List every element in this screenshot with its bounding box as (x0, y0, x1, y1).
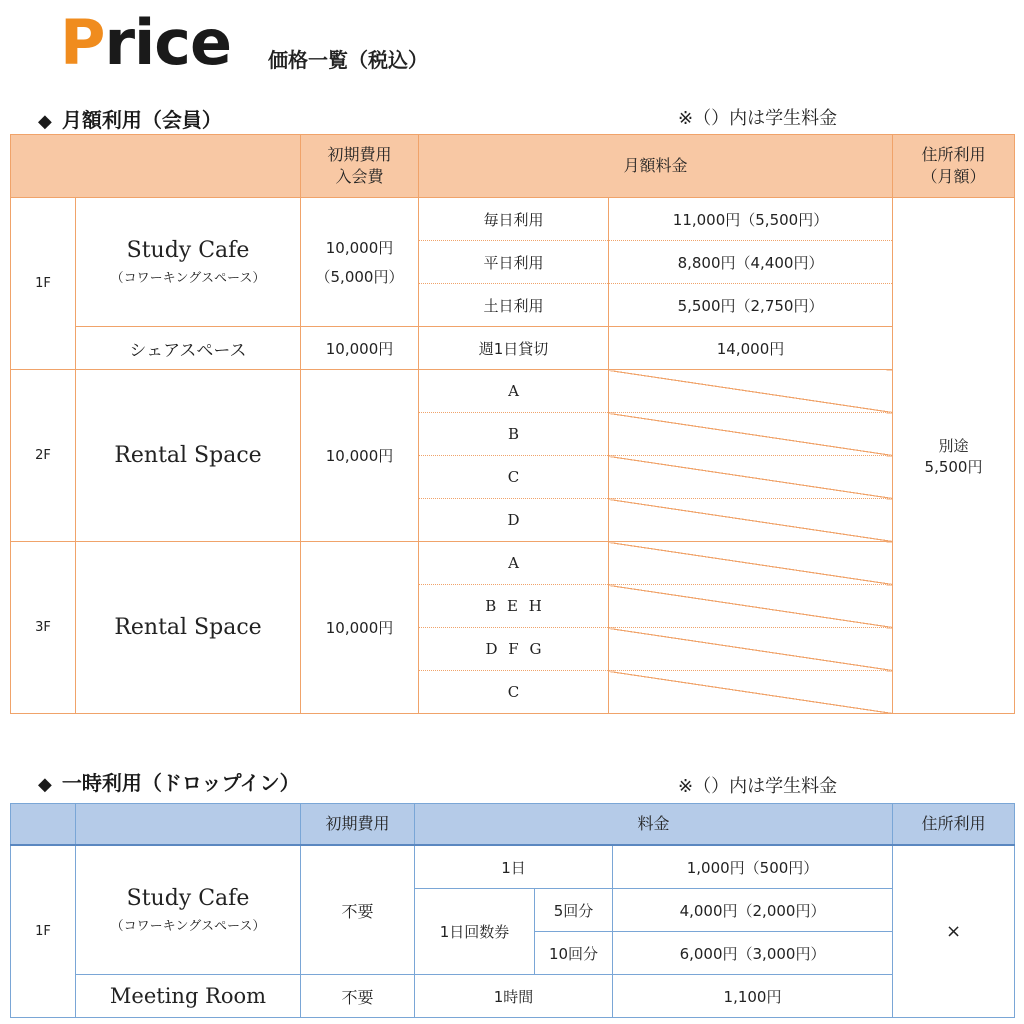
header-address-line2: （月額） (921, 167, 986, 186)
room-price-empty (609, 456, 893, 499)
room-label: D F G (419, 628, 609, 671)
plan-name: 平日利用 (419, 241, 609, 284)
room-label: C (419, 456, 609, 499)
room-price-empty (609, 628, 893, 671)
dropin-note: ※（）内は学生料金 (678, 776, 838, 797)
study-cafe-cell (76, 198, 301, 327)
plan-name: 毎日利用 (419, 198, 609, 241)
table-row (11, 327, 1015, 370)
meeting-room-price: 1,100円 (613, 975, 893, 1018)
header-fee: 料金 (415, 804, 893, 846)
page-subtitle: 価格一覧（税込） (268, 48, 428, 72)
table-header-row (11, 135, 1015, 198)
meeting-room-initial: 不要 (301, 975, 415, 1018)
study-cafe-sub: （コワーキングスペース） (110, 271, 266, 286)
share-space-plan: 週1日貸切 (419, 327, 609, 370)
room-label: B E H (419, 585, 609, 628)
room-price-empty (609, 585, 893, 628)
header-address: 住所利用 (893, 804, 1015, 846)
rental-space-3f-name: Rental Space (76, 542, 301, 714)
floor-label-1f: 1F (11, 198, 76, 370)
day-price: 1,000円（500円） (613, 845, 893, 889)
meeting-room-plan: 1時間 (415, 975, 613, 1018)
title-row (60, 8, 960, 78)
floor-label-2f: 2F (11, 370, 76, 542)
ticket5-label: 5回分 (535, 889, 613, 932)
room-price-empty (609, 413, 893, 456)
floor-label-1f: 1F (11, 845, 76, 1018)
dropin-heading (38, 767, 300, 796)
ticket10-label: 10回分 (535, 932, 613, 975)
header-initial-line2: 入会費 (335, 167, 384, 186)
header-initial-line1: 初期費用 (327, 145, 392, 164)
title-rest: rice (104, 6, 232, 79)
address-value: × (893, 845, 1015, 1018)
ticket10-price: 6,000円（3,000円） (613, 932, 893, 975)
page-title (60, 8, 231, 78)
ticket-label: 1日回数券 (415, 889, 535, 975)
rental-space-2f-initial: 10,000円 (301, 370, 419, 542)
study-initial-line2: （5,000円） (315, 268, 404, 286)
study-cafe-cell (76, 845, 301, 975)
monthly-heading (38, 104, 222, 133)
room-label: A (419, 542, 609, 585)
header-initial (301, 135, 419, 198)
header-blank (11, 135, 301, 198)
room-price-empty (609, 671, 893, 714)
study-cafe-initial: 不要 (301, 845, 415, 975)
study-cafe-name: Study Cafe (126, 886, 250, 911)
plan-price: 5,500円（2,750円） (609, 284, 893, 327)
study-initial-line1: 10,000円 (325, 239, 394, 257)
header-monthly-fee: 月額料金 (419, 135, 893, 198)
day-label: 1日 (415, 845, 613, 889)
plan-name: 土日利用 (419, 284, 609, 327)
floor-label-3f: 3F (11, 542, 76, 714)
room-price-empty (609, 499, 893, 542)
ticket5-price: 4,000円（2,000円） (613, 889, 893, 932)
share-space-name: シェアスペース (76, 327, 301, 370)
title-first-letter: P (60, 6, 105, 79)
room-label: C (419, 671, 609, 714)
room-price-empty (609, 370, 893, 413)
diamond-icon: ◆ (38, 111, 52, 132)
study-cafe-initial (301, 198, 419, 327)
address-value-cell (893, 198, 1015, 714)
table-row (11, 198, 1015, 241)
monthly-heading-text: 月額利用（会員） (61, 108, 222, 132)
monthly-price-table (10, 134, 1015, 714)
plan-price: 11,000円（5,500円） (609, 198, 893, 241)
header-blank (76, 804, 301, 846)
share-space-initial: 10,000円 (301, 327, 419, 370)
rental-space-3f-initial: 10,000円 (301, 542, 419, 714)
address-value-line2: 5,500円 (924, 457, 983, 476)
header-address-line1: 住所利用 (921, 145, 986, 164)
table-row (11, 542, 1015, 585)
table-row (11, 370, 1015, 413)
study-cafe-sub: （コワーキングスペース） (110, 919, 266, 934)
header-address (893, 135, 1015, 198)
table-row (11, 845, 1015, 889)
table-header-row (11, 804, 1015, 846)
plan-price: 8,800円（4,400円） (609, 241, 893, 284)
monthly-note: ※（）内は学生料金 (678, 108, 838, 129)
room-label: B (419, 413, 609, 456)
diamond-icon: ◆ (38, 774, 52, 795)
header-initial: 初期費用 (301, 804, 415, 846)
header-blank (11, 804, 76, 846)
room-price-empty (609, 542, 893, 585)
dropin-heading-text: 一時利用（ドロップイン） (61, 771, 300, 795)
room-label: A (419, 370, 609, 413)
study-cafe-name: Study Cafe (126, 238, 250, 263)
address-value-line1: 別途 (938, 436, 969, 455)
dropin-price-table (10, 803, 1015, 1018)
rental-space-2f-name: Rental Space (76, 370, 301, 542)
share-space-price: 14,000円 (609, 327, 893, 370)
meeting-room-name: Meeting Room (76, 975, 301, 1018)
table-row (11, 975, 1015, 1018)
room-label: D (419, 499, 609, 542)
